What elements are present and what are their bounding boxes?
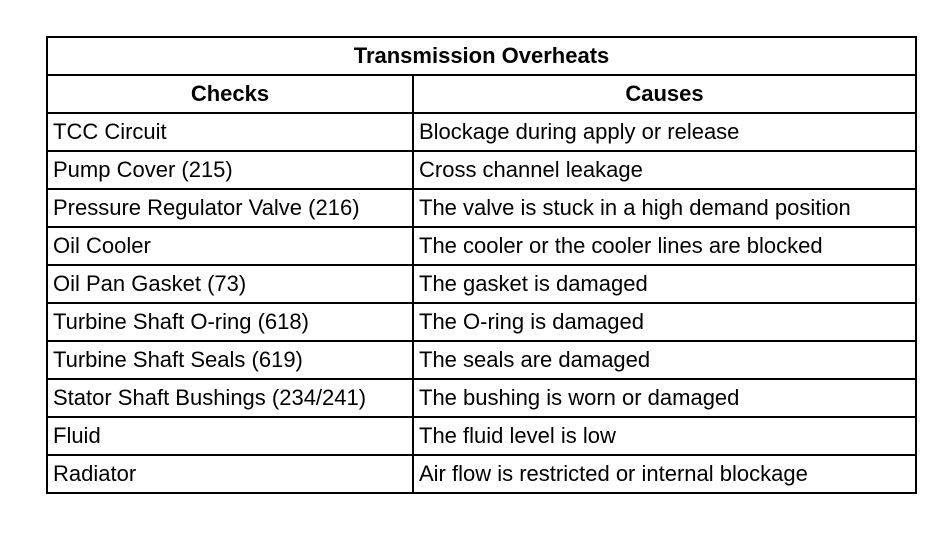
table-row: [47, 265, 916, 303]
cause-cell: The cooler or the cooler lines are blocked: [413, 227, 916, 265]
cause-cell: The valve is stuck in a high demand position: [413, 189, 916, 227]
table-row: [47, 113, 916, 151]
title-row: [47, 37, 916, 75]
column-header-causes: Causes: [413, 75, 916, 113]
cause-cell: The seals are damaged: [413, 341, 916, 379]
check-cell: Pressure Regulator Valve (216): [47, 189, 413, 227]
check-cell: Fluid: [47, 417, 413, 455]
cause-cell: The gasket is damaged: [413, 265, 916, 303]
column-header-checks: Checks: [47, 75, 413, 113]
check-cell: Stator Shaft Bushings (234/241): [47, 379, 413, 417]
table-row: [47, 455, 916, 493]
table-row: [47, 379, 916, 417]
table-row: [47, 417, 916, 455]
check-cell: Turbine Shaft O-ring (618): [47, 303, 413, 341]
check-cell: TCC Circuit: [47, 113, 413, 151]
cause-cell: The bushing is worn or damaged: [413, 379, 916, 417]
table-row: [47, 151, 916, 189]
cause-cell: The O-ring is damaged: [413, 303, 916, 341]
check-cell: Turbine Shaft Seals (619): [47, 341, 413, 379]
table-row: [47, 303, 916, 341]
check-cell: Pump Cover (215): [47, 151, 413, 189]
cause-cell: Blockage during apply or release: [413, 113, 916, 151]
table-row: [47, 189, 916, 227]
header-row: [47, 75, 916, 113]
check-cell: Radiator: [47, 455, 413, 493]
table-row: [47, 227, 916, 265]
table-row: [47, 341, 916, 379]
check-cell: Oil Cooler: [47, 227, 413, 265]
cause-cell: The fluid level is low: [413, 417, 916, 455]
cause-cell: Air flow is restricted or internal blockage: [413, 455, 916, 493]
table-title: Transmission Overheats: [47, 37, 916, 75]
diagnostic-table: [46, 36, 917, 494]
cause-cell: Cross channel leakage: [413, 151, 916, 189]
check-cell: Oil Pan Gasket (73): [47, 265, 413, 303]
